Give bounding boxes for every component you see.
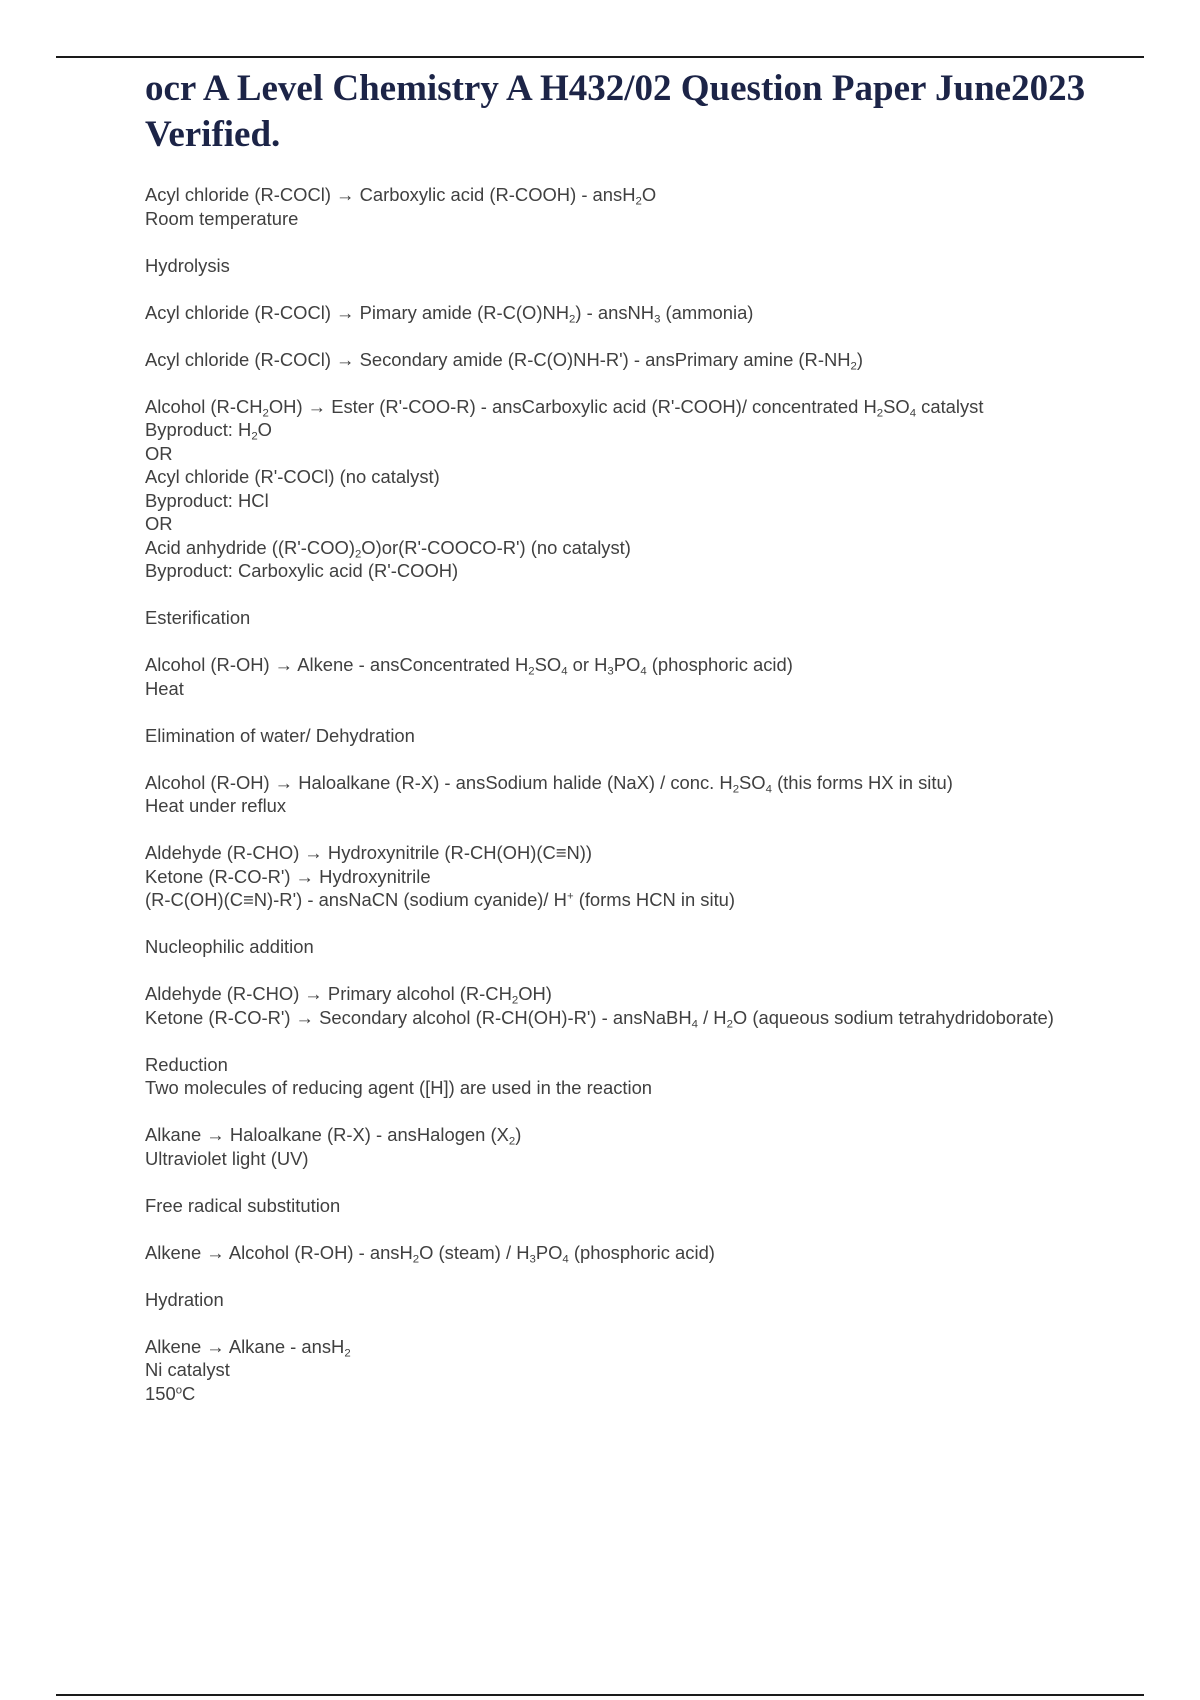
text-line: Ketone (R-CO-R') → Hydroxynitrile [145, 865, 431, 887]
text-block [145, 183, 1145, 230]
text-line: Heat under reflux [145, 795, 287, 816]
text-line: Acyl chloride (R-COCl) → Pimary amide $(R-C(O)NH_2)$ - ansNH$_3$ (ammonia) [145, 301, 754, 325]
text-block [145, 1194, 1145, 1218]
text-line: Acid anhydride $((R'-COO)_2O)or(R'-COOCO-R')$ (no catalyst) [145, 536, 631, 560]
text-line: Two molecules of reducing agent ([H]) are used in the reaction [145, 1077, 653, 1098]
text-line: Byproduct: $H_2O$ [145, 419, 272, 443]
text-block [145, 301, 1145, 325]
text-line: Hydration [145, 1288, 224, 1310]
text-block [145, 1241, 1145, 1265]
text-block [145, 348, 1145, 372]
text-block [145, 395, 1145, 583]
top-rule [56, 56, 1144, 58]
document-title: ocr A Level Chemistry A H432/02 Question Paper June2023 Verified. [145, 68, 1086, 155]
text-block [145, 1053, 1145, 1100]
text-block [145, 724, 1145, 748]
text-block [145, 606, 1145, 630]
text-line: Byproduct: HCl [145, 489, 269, 511]
text-block [145, 935, 1145, 959]
text-line: Acyl chloride (R'-COCl) (no catalyst) [145, 466, 440, 487]
text-block [145, 771, 1145, 818]
text-line: Acyl chloride (R-COCl) → Secondary amide (R-C(O)NH-R') - ansPrimary amine $(R-NH_2)$ [145, 348, 863, 372]
text-line: Esterification [145, 607, 251, 628]
text-block [145, 1288, 1145, 1312]
text-line: Heat [145, 677, 184, 699]
bottom-rule [56, 1694, 1144, 1696]
text-line: Aldehyde (R-CHO) → Primary alcohol $(R-CH_2OH)$ [145, 983, 552, 1007]
text-line: Alkane → Haloalkane (R-X) - ansHalogen $(X_2)$ [145, 1124, 522, 1148]
text-block [145, 653, 1145, 700]
text-line: Free radical substitution [145, 1194, 341, 1216]
text-line: Alcohol (R-OH) → Haloalkane (R-X) - ansSodium halide (NaX) / conc. $H_2SO_4$ (this forms HX in situ) [145, 771, 953, 795]
text-line: Aldehyde (R-CHO) → Hydroxynitrile (R-CH(OH)(C≡N)) [145, 842, 593, 863]
text-line: Nucleophilic addition [145, 936, 314, 957]
text-line: OR [145, 442, 173, 464]
text-line: (R-C(OH)(C≡N)-R') - ansNaCN (sodium cyanide)/ H+ (forms HCN in situ) [145, 889, 736, 910]
text-line: Ketone (R-CO-R') → Secondary alcohol (R-CH(OH)-R') - ansNaBH$_4$ / $H_2O$ (aqueous sodium tetrahydridoborate) [145, 1006, 1054, 1030]
text-line: OR [145, 513, 173, 534]
text-block [145, 1335, 1145, 1406]
text-block [145, 1123, 1145, 1170]
text-line: Acyl chloride (R-COCl) → Carboxylic acid (R-COOH) - ansH$_2$O [145, 184, 657, 208]
text-line: Alkene → Alcohol (R-OH) - ansH$_2$O (steam) / $H_3PO_4$ (phosphoric acid) [145, 1241, 715, 1265]
text-line: Alcohol (R-OH) → Alkene - ansConcentrated $H_2SO_4$ or $H_3PO_4$ (phosphoric acid) [145, 654, 793, 678]
document-body [145, 183, 1145, 1429]
text-line: 150$^o$C [145, 1382, 196, 1404]
text-line: Ni catalyst [145, 1359, 230, 1380]
text-line: Hydrolysis [145, 254, 230, 276]
text-line: Byproduct: Carboxylic acid (R'-COOH) [145, 560, 459, 581]
text-line: Reduction [145, 1053, 228, 1075]
text-line: Elimination of water/ Dehydration [145, 724, 415, 746]
text-block [145, 841, 1145, 912]
text-line: Room temperature [145, 207, 299, 229]
text-line: Alcohol $(R-CH_2OH)$ → Ester (R'-COO-R) - ansCarboxylic acid (R'-COOH)/ concentrated $H_2SO_4$ catalyst [145, 395, 984, 419]
text-block [145, 254, 1145, 278]
text-line: Ultraviolet light (UV) [145, 1147, 309, 1169]
text-block [145, 982, 1145, 1029]
text-line: Alkene → Alkane - ansH$_2$ [145, 1335, 351, 1359]
